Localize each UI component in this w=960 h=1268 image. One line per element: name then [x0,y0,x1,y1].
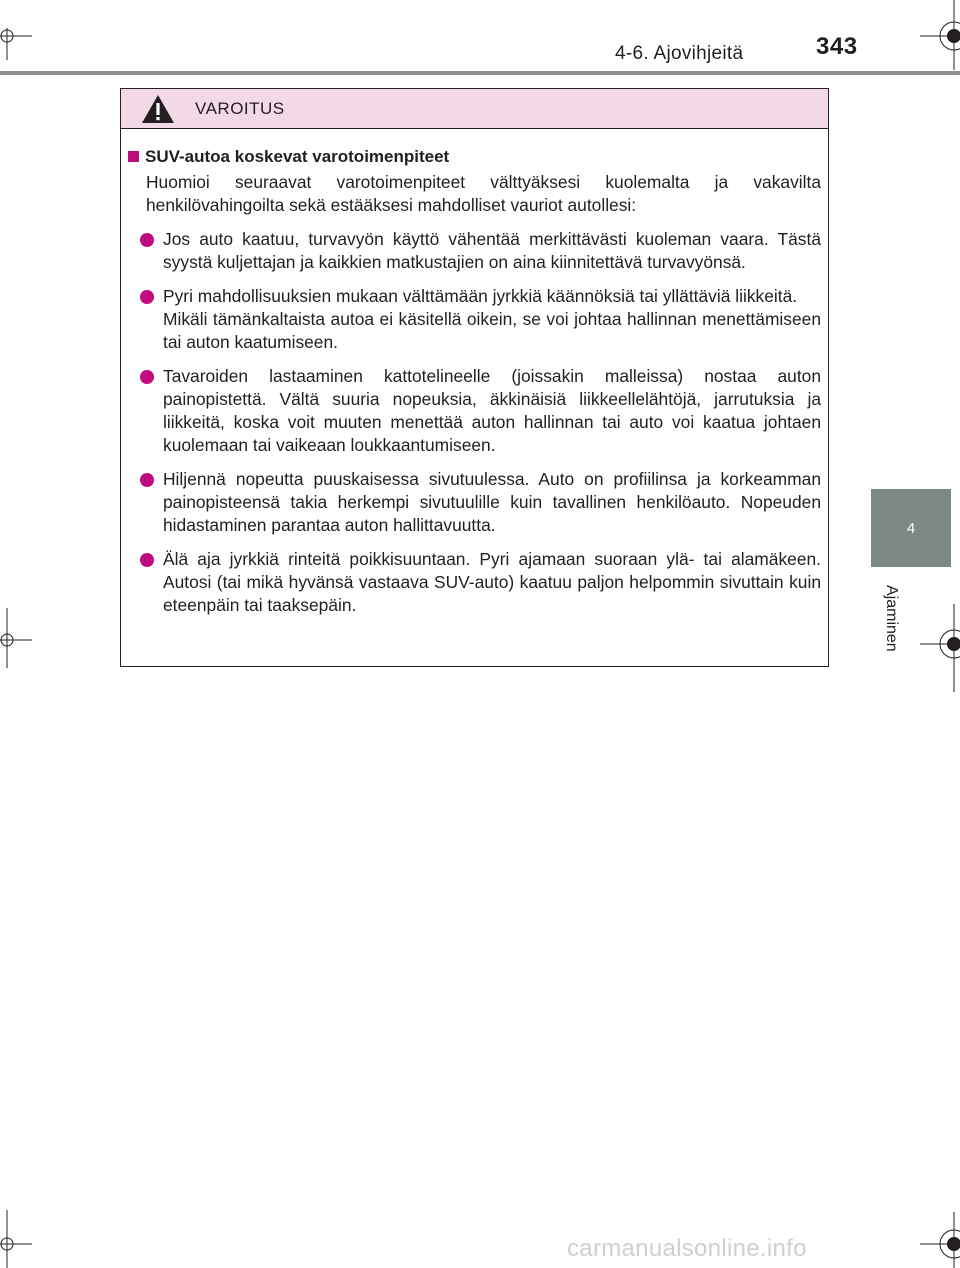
crop-mark-top-right [908,0,960,72]
crop-mark-bottom-left [0,1210,40,1268]
crop-mark-bottom-right [908,1212,960,1268]
chapter-tab [871,489,951,567]
bullet-dot-icon [140,370,154,384]
warning-body [121,129,828,617]
list-item-text: Pyri mahdollisuuksien mukaan välttämään jyrkkiä käännöksiä tai yllättäviä liikkeitä. [163,286,798,306]
chapter-number: 4 [906,519,916,537]
warning-header [121,89,828,129]
crop-mark-top-left [0,0,60,60]
list-item-text: Tavaroiden lastaaminen kattotelineelle (joissakin malleissa) nostaa auton painopistettä. Vältä suuria nopeuksia, äkkinäisiä liikkeellelähtöjä, jarrutuksia ja liikkeitä, koska voit muuten menettää auton hallinnan tai auto voi kaatua johtaen kuolemaan tai vaikeaan loukkaantumiseen. [163,366,821,455]
square-bullet-icon [128,151,139,162]
list-item-text: Mikäli tämänkaltaista autoa ei käsitellä oikein, se voi johtaa hallinnan menettämiseen tai auton kaatumiseen. [163,309,821,352]
list-item-text: Hiljennä nopeutta puuskaisessa sivutuulessa. Auto on profiilinsa ja korkeamman painopisteensä takia herkempi sivutuulille kuin tavallinen henkilöauto. Nopeuden hidastaminen parantaa auton hallittavuutta. [163,469,821,535]
list-item [163,548,821,617]
watermark: carmanualsonline.info [567,1235,807,1262]
bullet-dot-icon [140,473,154,487]
crop-mark-mid-left [0,608,40,668]
chapter-label: Ajaminen [883,585,900,652]
list-item [163,365,821,457]
bullet-dot-icon [140,233,154,247]
bullet-dot-icon [140,553,154,567]
list-item [163,228,821,274]
warning-intro: Huomioi seuraavat varotoimenpiteet välttyäksesi kuolemalta ja vakavilta henkilövahingoilta sekä estääksesi mahdolliset vauriot autollesi: [146,172,821,215]
warning-box [120,88,829,667]
list-item-text: Jos auto kaatuu, turvavyön käyttö vähentää merkittävästi kuoleman vaara. Tästä syystä kuljettajan ja kaikkien matkustajien on aina kiinnitettävä turvavyönsä. [163,229,821,272]
page-number: 343 [816,33,858,60]
list-item-text: Älä aja jyrkkiä rinteitä poikkisuuntaan. Pyri ajamaan suoraan ylä- tai alamäkeen. Autosi (tai mikä hyvänsä vastaava SUV-auto) kaatuu paljon helpommin sivuttain kuin eteenpäin tai taaksepäin. [163,549,821,615]
section-title: 4-6. Ajovihjeitä [615,43,744,64]
warning-subheading-text: SUV-autoa koskevat varotoimenpiteet [145,147,450,166]
list-item [163,285,821,354]
warning-title: VAROITUS [195,98,285,118]
crop-mark-mid-right [908,604,960,694]
warning-subheading [128,145,821,169]
bullet-dot-icon [140,290,154,304]
list-item [163,468,821,537]
header-rule [0,71,960,75]
warning-triangle-icon [141,94,175,124]
